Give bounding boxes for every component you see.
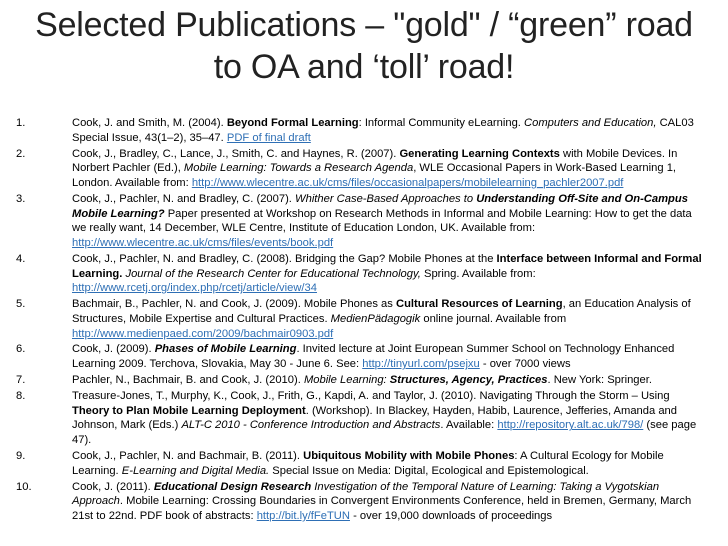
citation-text: Beyond Formal Learning (226, 117, 359, 129)
citation-text: with Mobile Devices. In Norbert Pachler (Ed.), (72, 147, 678, 175)
slide-title-line-1: Selected Publications – "gold" / “green” road (35, 6, 693, 44)
publication-item (0, 449, 728, 478)
citation-text: Cook, J. and Smith, M. (2004). (72, 117, 227, 129)
publication-number: 1. (16, 117, 26, 129)
citation-text: - over 19,000 downloads of proceedings (349, 509, 553, 522)
citation-text: Cultural Resources of Learning (395, 298, 563, 311)
citation-text: Generating Learning Contexts (399, 147, 560, 160)
publication-link[interactable]: PDF of final draft (226, 131, 311, 144)
slide-title (20, 4, 708, 88)
publication-list (0, 116, 728, 525)
publication-citation (72, 117, 694, 144)
publication-citation (72, 343, 674, 370)
citation-text: . Invited lecture at Joint European Summer School on Technology Enhanced Learning 2009. Terchova, Slovakia, May 30 - June 6. See: (72, 343, 675, 371)
publication-citation (72, 481, 691, 522)
publication-link[interactable]: http://www.medienpaed.com/2009/bachmair0903.pdf (72, 327, 334, 340)
citation-text: Cook, J. (2009). (72, 343, 155, 356)
citation-text: (see page 47). (72, 419, 697, 447)
publication-citation (72, 450, 664, 477)
publication-citation (72, 374, 652, 386)
publication-link[interactable]: http://www.wlecentre.ac.uk/cms/files/events/book.pdf (72, 237, 334, 249)
citation-text: online journal. Available from (420, 312, 567, 325)
citation-text: Understanding Off-Site and On-Campus Mobile Learning? (72, 192, 688, 220)
citation-text: Cook, J., Bradley, C., Lance, J., Smith, C. and Haynes, R. (2007). (72, 147, 400, 160)
publication-citation (72, 148, 677, 189)
citation-text: Spring. Available from: (420, 267, 536, 280)
publication-item (0, 342, 728, 371)
citation-text: Cook, J., Pachler, N. and Bradley, C. (2008). Bridging the Gap? Mobile Phones at the (72, 252, 497, 265)
citation-text: , an Education Analysis of Structures, Mobile Expertise and Cultural Practices. (72, 298, 691, 325)
citation-text: , WLE Occasional Papers in Work-Based Learning 1, London. Available from: (72, 162, 677, 189)
citation-text: Cook, J. (2011). (72, 480, 154, 493)
publication-link[interactable]: http://www.wlecentre.ac.uk/cms/files/occasionalpapers/mobilelearning_pachler2007.pdf (191, 177, 624, 189)
citation-text: ALT-C 2010 - Conference Introduction and Abstracts (181, 419, 441, 432)
publication-number: 3. (16, 192, 26, 205)
publication-number: 5. (16, 298, 26, 311)
citation-text: Educational Design Research (153, 480, 312, 493)
citation-text: Interface between Informal and Formal Learning. (72, 252, 702, 280)
publication-item (0, 389, 728, 448)
publication-item (0, 252, 728, 296)
publication-item (0, 480, 728, 524)
citation-text: Bachmair, B., Pachler, N. and Cook, J. (2009). Mobile Phones as (72, 298, 396, 311)
citation-text: Investigation of the Temporal Nature of Learning: Taking a Vygotskian Approach (72, 480, 660, 508)
publication-link[interactable]: http://repository.alt.ac.uk/798/ (497, 419, 644, 432)
publication-number: 8. (16, 389, 26, 402)
publication-citation (72, 298, 691, 339)
publication-citation (72, 390, 696, 446)
publication-number: 2. (16, 147, 26, 160)
citation-text: Phases of Mobile Learning (154, 343, 297, 356)
citation-text: Ubiquitous Mobility with Mobile Phones (303, 449, 515, 462)
publication-number: 9. (16, 449, 26, 462)
citation-text: Whither Case-Based Approaches to (295, 192, 477, 205)
citation-text: Mobile Learning: Towards a Research Agenda (183, 162, 414, 175)
publication-item (0, 147, 728, 191)
citation-text: Structures, Agency, Practices (389, 374, 548, 387)
publication-number: 4. (16, 252, 26, 265)
publication-item (0, 373, 728, 388)
citation-text: Special Issue on Media: Digital, Ecological and Epistemological. (269, 464, 589, 477)
citation-text: Journal of the Research Center for Educational Technology, (125, 267, 421, 280)
citation-text: CAL03 Special Issue, 43(1–2), 35–47. (72, 117, 694, 144)
citation-text: E-Learning and Digital Media. (121, 464, 270, 477)
citation-text: Theory to Plan Mobile Learning Deployment (72, 404, 306, 417)
publication-item (0, 116, 728, 145)
citation-text: Mobile Learning: (303, 374, 390, 387)
publication-citation (72, 193, 692, 249)
citation-text: Cook, J., Pachler, N. and Bachmair, B. (2011). (72, 449, 304, 462)
citation-text: MedienPädagogik (330, 312, 421, 325)
citation-text: : A Cultural Ecology for Mobile Learning. (72, 449, 664, 477)
citation-text: Cook, J., Pachler, N. and Bradley, C. (2007). (72, 192, 296, 205)
publication-number: 7. (16, 374, 26, 387)
publication-link[interactable]: http://bit.ly/fFeTUN (256, 509, 350, 522)
citation-text: . Available: (440, 419, 498, 432)
publication-citation (72, 253, 702, 294)
publication-item (0, 297, 728, 341)
citation-text: . Mobile Learning: Crossing Boundaries in Convergent Environments Conference, held in Bremen, Germany, March 21st to 22nd. PDF book of abstracts: (72, 495, 692, 522)
publication-number: 6. (16, 343, 26, 356)
slide-title-line-2: to OA and ‘toll’ road! (213, 48, 515, 86)
citation-text: Paper presented at Workshop on Research Methods in Informal and Mobile Learning: How to get the data we really want, 14 December, WLE Centre, Institute of Education London, UK. Available from: (72, 207, 692, 235)
citation-text: Computers and Education, (524, 117, 657, 129)
citation-text: . New York: Springer. (547, 374, 652, 387)
citation-text: - over 7000 views (479, 358, 571, 371)
publication-link[interactable]: http://www.rcetj.org/index.php/rcetj/article/view/34 (72, 282, 317, 295)
publication-link[interactable]: http://tinyurl.com/psejxu (362, 358, 480, 371)
citation-text: . (Workshop). In Blackey, Hayden, Habib, Laurence, Jefferies, Amanda and Johnson, Mark (Eds.) (72, 404, 677, 432)
publication-item (0, 192, 728, 251)
publication-number: 10. (16, 480, 32, 493)
citation-text: Treasure-Jones, T., Murphy, K., Cook, J., Frith, G., Kapdi, A. and Taylor, J. (2010). Navigating Through the Storm – Using (72, 389, 670, 402)
citation-text: Pachler, N., Bachmair, B. and Cook, J. (2010). (72, 374, 304, 387)
citation-text: : Informal Community eLearning. (358, 117, 525, 129)
